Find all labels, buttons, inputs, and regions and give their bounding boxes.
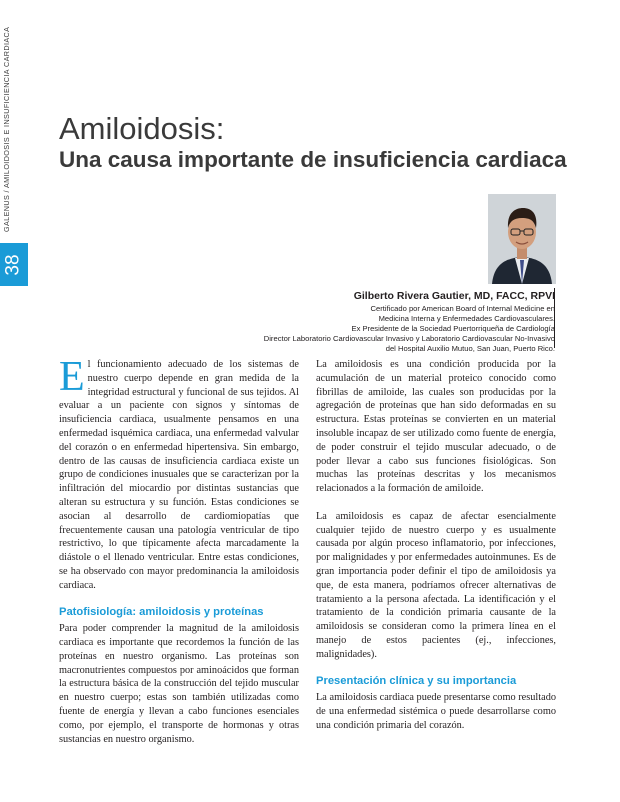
credential-line: Medicina Interna y Enfermedades Cardiovasculares. (378, 314, 555, 323)
section-heading-patofisiologia: Patofisiología: amiloidosis y proteínas (59, 606, 264, 619)
running-head: GALENUS / AMILOIDOSIS E INSUFICIENCIA CARDIACA (2, 26, 11, 232)
author-credentials (264, 304, 555, 354)
section-paragraph: Para poder comprender la magnitud de la amiloidosis cardiaca es importante que recordemos la función de las proteínas en nuestro organismo. Las proteínas son macronutrientes compuestos por aminoácidos que forman la estructura básica de la construcción del tejido muscular en nuestro cuerpo; estas son también utilizadas como fuente de energía y llevan a cabo funciones esenciales como, por ejemplo, el transporte de hormonas y otras sustancias en nuestro organismo. (59, 623, 299, 745)
intro-paragraph (59, 354, 299, 593)
drop-cap: E (59, 354, 85, 400)
credential-line: Certificado por American Board of Internal Medicine en (370, 304, 555, 313)
author-name: Gilberto Rivera Gautier, MD, FACC, RPVI (353, 290, 555, 302)
section-heading-presentacion: Presentación clínica y su importancia (316, 675, 517, 688)
left-column (59, 354, 299, 746)
article-subtitle: Una causa importante de insuficiencia cardiaca (59, 147, 567, 172)
section-paragraph: La amiloidosis cardiaca puede presentarse como resultado de una enfermedad sistémica o puede desarrollarse como una condición primaria del corazón. (316, 692, 556, 731)
credential-line: Ex Presidente de la Sociedad Puertorriqueña de Cardiología (351, 324, 555, 333)
page-number: 38 (2, 253, 24, 276)
intro-text: l funcionamiento adecuado de los sistemas de nuestro cuerpo depende en gran medida de la integridad estructural y funcional de sus tejidos. Al evaluar a un paciente con signos y síntomas de insuficiencia cardiaca, usualmente pensamos en una enfermedad isquémica cardiaca, una enfermedad valvular del corazón o en enfermedad hipertensiva. Sin embargo, dentro de las causas de insuficiencia cardiaca existe un grupo de condiciones inusuales que se caracterizan por la infiltración del miocardio por distintas sustancias que alteran su estructura y su función. Estas condiciones se asocian al desarrollo de cardiomiopatías que frecuentemente causan una patología ventricular de tipo restrictivo, lo que típicamente afecta marcadamente la diástole o el llenado ventricular. Entre estas condiciones, se ha observado con mayor predominancia la amiloidosis cardiaca. (59, 359, 299, 591)
body-paragraph: La amiloidosis es una condición producida por la acumulación de un material proteico conocido como fibrillas de amiloide, las cuales son producidas por la agregación de proteínas que han sido deformadas en su estructura. Estas proteínas se convierten en un material insoluble incapaz de ser utilizado como fuente de energía, de poder construir el tejido muscular adecuado, o de poder llevar a cabo sus funciones fisiológicas. Son muchas las proteínas descritas y los mecanismos relacionados a la formación de amiloide. (316, 359, 556, 495)
credential-line: del Hospital Auxilio Mutuo, San Juan, Puerto Rico. (385, 344, 555, 353)
sidebar (0, 0, 28, 802)
credential-line: Director Laboratorio Cardiovascular Invasivo y Laboratorio Cardiovascular No-Invasivo (263, 334, 555, 343)
article-title: Amiloidosis: (59, 111, 225, 146)
page-number-badge (0, 243, 28, 286)
author-portrait-image (488, 194, 556, 284)
body-paragraph: La amiloidosis es capaz de afectar esencialmente cualquier tejido de nuestro cuerpo y es usualmente causada por algún proceso inflamatorio, por infecciones, por malignidades y por enfermedades autoinmunes. Es de gran importancia poder definir el tipo de amiloidosis ya que, de esta manera, podríamos ofrecer alternativas de tratamiento a la persona afectada. La identificación y el tratamiento de la condición primaria causante de la amiloidosis se consideran como la primera línea en el manejo de estos pacientes (ej., infecciones, malignidades). (316, 510, 556, 660)
right-column (316, 358, 556, 733)
author-photo (488, 194, 556, 284)
